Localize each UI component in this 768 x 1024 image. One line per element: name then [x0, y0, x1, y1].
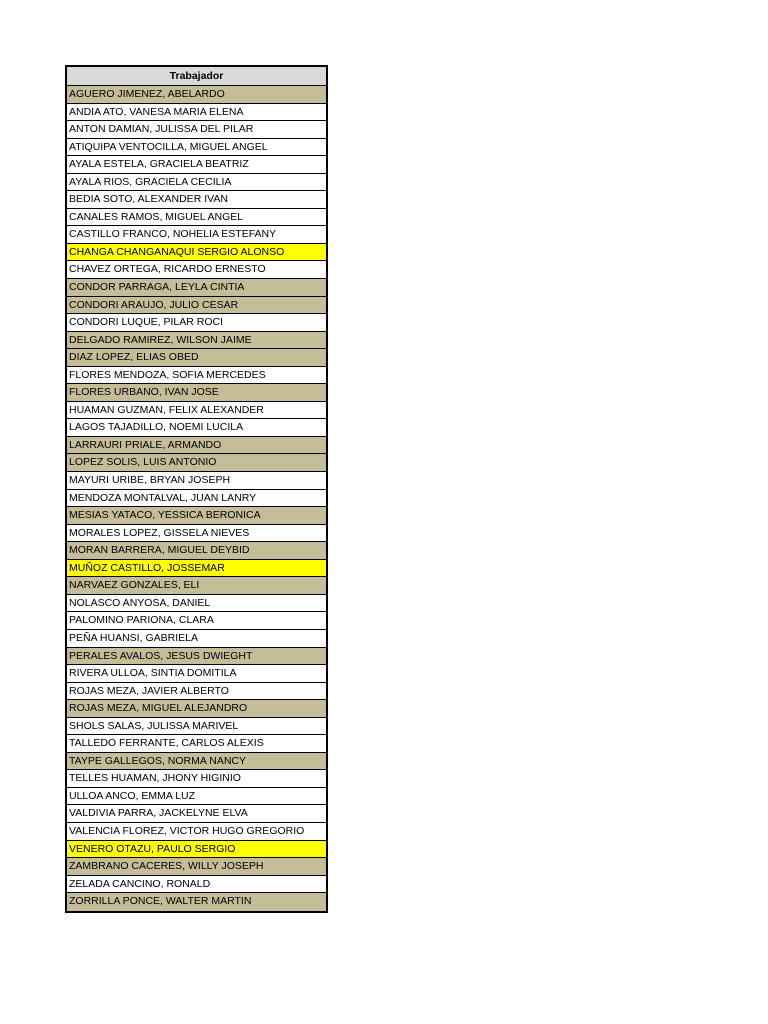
table-row[interactable]: ANDIA ATO, VANESA MARIA ELENA — [67, 104, 326, 122]
table-row[interactable]: FLORES URBANO, IVAN JOSE — [67, 384, 326, 402]
table-row[interactable]: ZORRILLA PONCE, WALTER MARTIN — [67, 893, 326, 911]
table-row[interactable]: CONDORI LUQUE, PILAR ROCI — [67, 314, 326, 332]
table-row[interactable]: NOLASCO ANYOSA, DANIEL — [67, 595, 326, 613]
table-row[interactable]: ULLOA ANCO, EMMA LUZ — [67, 788, 326, 806]
table-row[interactable]: VALENCIA FLOREZ, VICTOR HUGO GREGORIO — [67, 823, 326, 841]
table-row[interactable]: ZELADA CANCINO, RONALD — [67, 876, 326, 894]
table-row[interactable]: CONDOR PARRAGA, LEYLA CINTIA — [67, 279, 326, 297]
table-body — [67, 86, 326, 911]
table-row[interactable]: MESIAS YATACO, YESSICA BERONICA — [67, 507, 326, 525]
table-row[interactable]: ROJAS MEZA, MIGUEL ALEJANDRO — [67, 700, 326, 718]
table-row[interactable]: BEDIA SOTO, ALEXANDER IVAN — [67, 191, 326, 209]
table-row[interactable]: ATIQUIPA VENTOCILLA, MIGUEL ANGEL — [67, 139, 326, 157]
table-row[interactable]: SHOLS SALAS, JULISSA MARIVEL — [67, 718, 326, 736]
table-row[interactable]: ZAMBRANO CACERES, WILLY JOSEPH — [67, 858, 326, 876]
table-row[interactable]: VALDIVIA PARRA, JACKELYNE ELVA — [67, 805, 326, 823]
table-row[interactable]: PALOMINO PARIONA, CLARA — [67, 612, 326, 630]
table-row[interactable]: PERALES AVALOS, JESUS DWIEGHT — [67, 648, 326, 666]
table-row[interactable]: VENERO OTAZU, PAULO SERGIO — [67, 841, 326, 859]
table-row[interactable]: DELGADO RAMIREZ, WILSON JAIME — [67, 332, 326, 350]
table-row[interactable]: CANALES RAMOS, MIGUEL ANGEL — [67, 209, 326, 227]
table-row[interactable]: CHAVEZ ORTEGA, RICARDO ERNESTO — [67, 261, 326, 279]
table-row[interactable]: NARVAEZ GONZALES, ELI — [67, 577, 326, 595]
table-row[interactable]: LAGOS TAJADILLO, NOEMI LUCILA — [67, 419, 326, 437]
table-row[interactable]: CHANGA CHANGANAQUI SERGIO ALONSO — [67, 244, 326, 262]
table-row[interactable]: LOPEZ SOLIS, LUIS ANTONIO — [67, 454, 326, 472]
table-row[interactable]: RIVERA ULLOA, SINTIA DOMITILA — [67, 665, 326, 683]
table-row[interactable]: ANTON DAMIAN, JULISSA DEL PILAR — [67, 121, 326, 139]
column-header-trabajador[interactable]: Trabajador — [67, 67, 326, 86]
table-row[interactable]: HUAMAN GUZMAN, FELIX ALEXANDER — [67, 402, 326, 420]
table-row[interactable]: TAYPE GALLEGOS, NORMA NANCY — [67, 753, 326, 771]
table-row[interactable]: CASTILLO FRANCO, NOHELIA ESTEFANY — [67, 226, 326, 244]
table-row[interactable]: FLORES MENDOZA, SOFIA MERCEDES — [67, 367, 326, 385]
worker-table — [65, 65, 328, 913]
table-row[interactable]: MUÑOZ CASTILLO, JOSSEMAR — [67, 560, 326, 578]
table-row[interactable]: TELLES HUAMAN, JHONY HIGINIO — [67, 770, 326, 788]
table-row[interactable]: MORALES LOPEZ, GISSELA NIEVES — [67, 525, 326, 543]
table-row[interactable]: AYALA RIOS, GRACIELA CECILIA — [67, 174, 326, 192]
table-row[interactable]: DIAZ LOPEZ, ELIAS OBED — [67, 349, 326, 367]
table-row[interactable]: AYALA ESTELA, GRACIELA BEATRIZ — [67, 156, 326, 174]
table-row[interactable]: MENDOZA MONTALVAL, JUAN LANRY — [67, 490, 326, 508]
table-row[interactable]: MORAN BARRERA, MIGUEL DEYBID — [67, 542, 326, 560]
table-row[interactable]: ROJAS MEZA, JAVIER ALBERTO — [67, 683, 326, 701]
table-row[interactable]: PEÑA HUANSI, GABRIELA — [67, 630, 326, 648]
table-row[interactable]: LARRAURI PRIALE, ARMANDO — [67, 437, 326, 455]
table-row[interactable]: AGUERO JIMENEZ, ABELARDO — [67, 86, 326, 104]
table-row[interactable]: MAYURI URIBE, BRYAN JOSEPH — [67, 472, 326, 490]
table-row[interactable]: TALLEDO FERRANTE, CARLOS ALEXIS — [67, 735, 326, 753]
table-row[interactable]: CONDORI ARAUJO, JULIO CESAR — [67, 297, 326, 315]
